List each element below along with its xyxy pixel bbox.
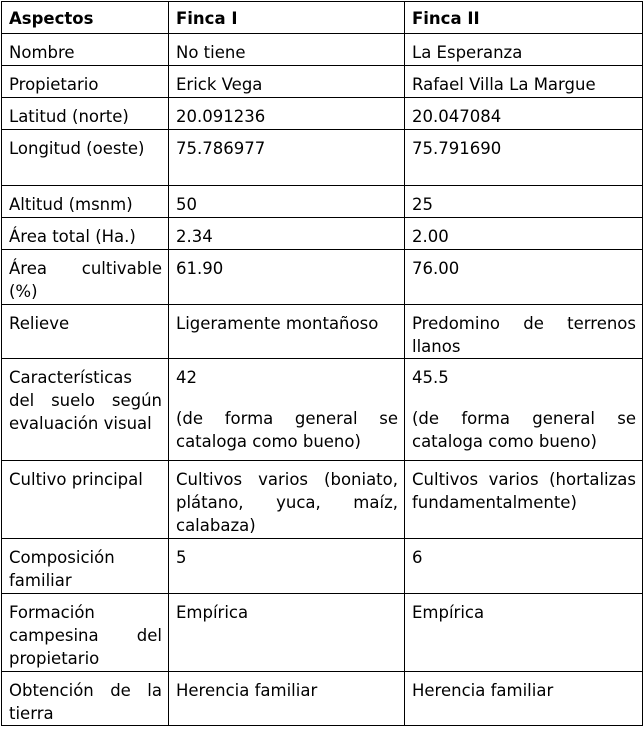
finca-1-cell: Cultivos varios (boniato, plátano, yuca, maíz, calabaza) [169,461,405,539]
header-finca-2: Finca II [405,2,643,34]
table-row [2,130,643,186]
finca-1-cell: 2.34 [169,218,405,250]
table-row [2,186,643,218]
finca-2-cell: Cultivos varios (hortalizas fundamentalmente) [405,461,643,539]
table-row [2,672,643,726]
table-row [2,250,643,305]
finca-1-cell: 50 [169,186,405,218]
finca-2-cell: Rafael Villa La Margue [405,66,643,98]
finca-2-cell: 76.00 [405,250,643,305]
comparison-table [1,1,643,726]
finca-2-cell: 2.00 [405,218,643,250]
table-row [2,34,643,66]
finca-2-cell: 20.047084 [405,98,643,130]
finca-1-cell: 5 [169,539,405,594]
finca-1-cell: 75.786977 [169,130,405,186]
header-finca-1: Finca I [169,2,405,34]
finca-2-cell: La Esperanza [405,34,643,66]
finca-1-cell: Herencia familiar [169,672,405,726]
aspect-cell: Área total (Ha.) [2,218,169,250]
aspect-cell: Cultivo principal [2,461,169,539]
finca-1-cell [169,359,405,461]
table-row [2,66,643,98]
aspect-cell: Nombre [2,34,169,66]
table-row [2,305,643,359]
finca-1-cell: 20.091236 [169,98,405,130]
aspect-cell: Formación campesina del propietario [2,594,169,672]
header-row [2,2,643,34]
header-aspectos: Aspectos [2,2,169,34]
aspect-cell: Altitud (msnm) [2,186,169,218]
table-row [2,461,643,539]
finca-2-cell: Predomino de terrenos llanos [405,305,643,359]
table-row [2,539,643,594]
aspect-cell: Relieve [2,305,169,359]
finca-1-cell: Erick Vega [169,66,405,98]
table-row [2,359,643,461]
table-row [2,98,643,130]
aspect-cell: Composición familiar [2,539,169,594]
finca-2-note: (de forma general se cataloga como bueno) [412,409,636,451]
finca-1-cell: Empírica [169,594,405,672]
finca-2-value: 45.5 [412,368,449,387]
aspect-cell: Latitud (norte) [2,98,169,130]
aspect-cell: Área cultivable (%) [2,250,169,305]
finca-2-cell: 75.791690 [405,130,643,186]
finca-2-cell: 25 [405,186,643,218]
table-row [2,218,643,250]
aspect-cell: Obtención de la tierra [2,672,169,726]
finca-2-cell [405,359,643,461]
finca-2-cell: Herencia familiar [405,672,643,726]
finca-1-value: 42 [176,368,197,387]
table-row [2,594,643,672]
finca-1-cell: 61.90 [169,250,405,305]
finca-2-cell: 6 [405,539,643,594]
finca-1-note: (de forma general se cataloga como bueno) [176,409,398,451]
aspect-cell: Características del suelo según evaluación visual [2,359,169,461]
aspect-cell: Propietario [2,66,169,98]
finca-2-cell: Empírica [405,594,643,672]
finca-1-cell: Ligeramente montañoso [169,305,405,359]
aspect-cell: Longitud (oeste) [2,130,169,186]
finca-1-cell: No tiene [169,34,405,66]
